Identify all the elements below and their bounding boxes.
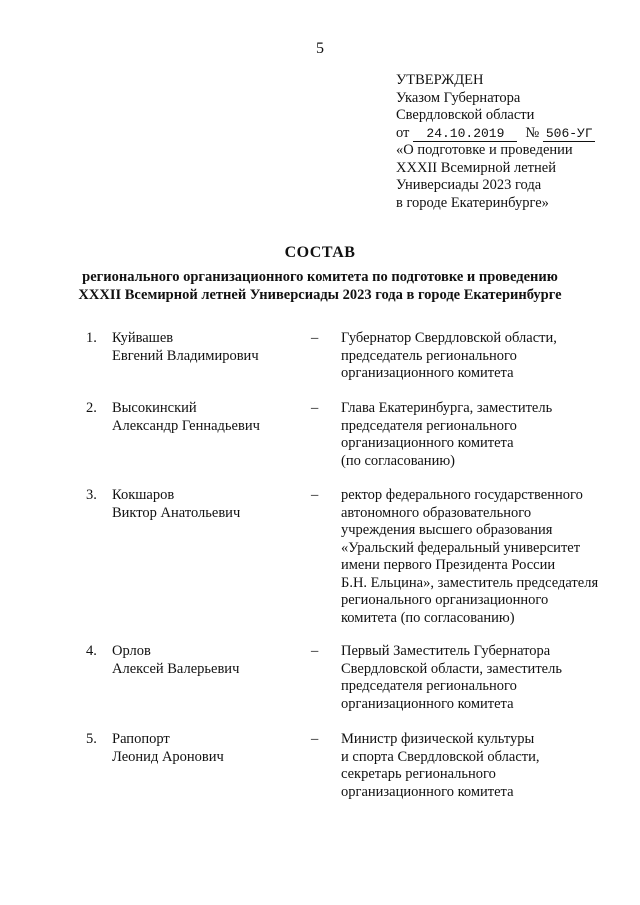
member-role-line: регионального организационного (341, 592, 549, 608)
approval-status: УТВЕРЖДЕН (396, 72, 484, 88)
member-given-names: Леонид Аронович (112, 748, 224, 765)
number-sign: № (525, 124, 540, 141)
member-role-line: автономного образовательного (341, 504, 532, 521)
member-name (112, 330, 302, 365)
member-dash: – (311, 330, 319, 346)
document-heading (0, 244, 640, 304)
member-number: 5. (86, 731, 97, 747)
member-role-line: Первый Заместитель Губернатора (341, 643, 551, 659)
member-role-line: председателя регионального (341, 678, 517, 694)
member-role-line: «Уральский федеральный университет (341, 539, 581, 556)
member-dash: – (311, 643, 319, 659)
approval-stamp (396, 72, 626, 212)
member-role-line: (по согласованию) (341, 452, 455, 469)
member-role-line: Министр физической культуры (341, 731, 535, 747)
member-given-names: Алексей Валерьевич (112, 660, 240, 677)
member-role-line: комитета (по согласованию) (341, 609, 515, 626)
member-role-line: организационного комитета (341, 783, 514, 800)
member-role-line: организационного комитета (341, 695, 514, 712)
member-role-line: ректор федерального государственного (341, 487, 583, 503)
member-role-line: председателя регионального (341, 417, 517, 434)
subtitle-line-1: регионального организационного комитета по подготовке и проведению (82, 269, 558, 285)
decree-date-number (396, 125, 626, 143)
member-role-line: Б.Н. Ельцина», заместитель председателя (341, 574, 599, 591)
member-surname: Рапопорт (112, 731, 170, 747)
member-dash: – (311, 731, 319, 747)
decree-subject-line-4: в городе Екатеринбурге» (396, 194, 549, 211)
member-role (341, 731, 626, 801)
member-name (112, 487, 302, 522)
member-role (341, 487, 626, 627)
member-role (341, 400, 626, 470)
member-name (112, 731, 302, 766)
member-dash: – (311, 400, 319, 416)
approval-issuer-line-1: Указом Губернатора (396, 89, 521, 106)
document-subtitle (0, 268, 640, 304)
decree-date: 24.10.2019 (413, 127, 517, 142)
member-given-names: Александр Геннадьевич (112, 417, 260, 434)
member-role-line: Свердловской области, заместитель (341, 660, 562, 677)
member-role-line: Губернатор Свердловской области, (341, 330, 557, 346)
member-role-line: и спорта Свердловской области, (341, 748, 540, 765)
member-role-line: организационного комитета (341, 365, 514, 381)
member-role-line: секретарь регионального (341, 766, 496, 782)
member-role-line: учреждения высшего образования (341, 522, 553, 538)
member-surname: Куйвашев (112, 330, 174, 346)
decree-subject-line-3: Универсиады 2023 года (396, 177, 542, 193)
member-surname: Высокинский (112, 400, 197, 416)
document-title: СОСТАВ (284, 244, 356, 261)
member-role (341, 643, 626, 713)
member-name (112, 643, 302, 678)
member-given-names: Евгений Владимирович (112, 347, 259, 364)
page-number: 5 (316, 40, 324, 57)
member-role (341, 330, 626, 383)
member-role-line: председатель регионального (341, 347, 517, 364)
member-number: 3. (86, 487, 97, 503)
member-given-names: Виктор Анатольевич (112, 504, 241, 521)
decree-subject-line-2: XXXII Всемирной летней (396, 159, 556, 176)
member-dash: – (311, 487, 319, 503)
member-number: 2. (86, 400, 97, 416)
member-surname: Орлов (112, 643, 151, 659)
member-number: 1. (86, 330, 97, 346)
decree-subject-line-1: «О подготовке и проведении (396, 142, 573, 158)
subtitle-line-2: XXXII Всемирной летней Универсиады 2023 года в городе Екатеринбурге (78, 287, 562, 303)
member-surname: Кокшаров (112, 487, 175, 503)
decree-number: 506-УГ (543, 127, 595, 142)
approval-issuer-line-2: Свердловской области (396, 107, 535, 123)
member-number: 4. (86, 643, 97, 659)
date-prefix: от (396, 124, 410, 141)
member-role-line: организационного комитета (341, 435, 514, 451)
member-role-line: Глава Екатеринбурга, заместитель (341, 400, 553, 416)
member-name (112, 400, 302, 435)
member-role-line: имени первого Президента России (341, 557, 556, 573)
